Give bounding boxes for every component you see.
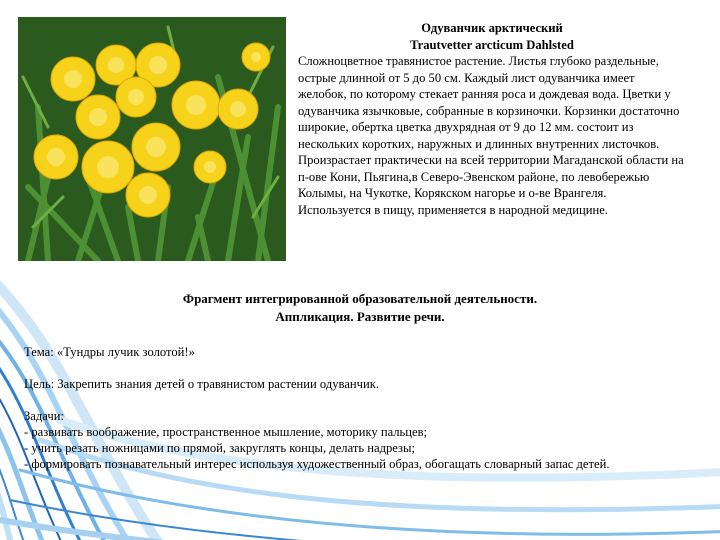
plant-title: Одуванчик арктический	[421, 21, 563, 35]
fragment-heading-line1: Фрагмент интегрированной образовательной деятельности.	[182, 291, 538, 306]
plant-latin-name: Trautvetter arcticum Dahlsted	[410, 37, 574, 52]
lesson-goal: Цель: Закрепить знания детей о травянистом растении одуванчик.	[24, 377, 380, 391]
list-item: - учить резать ножницами по прямой, закруглять концы, делать надрезы;	[24, 441, 415, 455]
description-paragraph: Сложноцветное травянистое растение. Листья глубоко раздельные, острые длинной от 5 до 50 см. Каждый лист одуванчика имеет желобок, по которому стекает ранняя роса и дождевая вода. Цветки у одуванчика язычковые, собранные в корзиночки. Корзинки достаточно широкие, обертка цветка двухрядная от 9 до 12 мм. состоит из нескольких коротких, наружных и длинных внутренних листочков.	[298, 54, 680, 151]
list-item: - развивать воображение, пространственное мышление, моторику пальцев;	[24, 425, 428, 439]
usage-paragraph: Используется в пищу, применяется в народной медицине.	[298, 202, 608, 217]
fragment-heading	[30, 290, 690, 326]
lesson-section	[24, 344, 704, 472]
dandelion-photo	[18, 17, 286, 261]
fragment-heading-line2: Аппликация. Развитие речи.	[275, 309, 445, 324]
plant-description	[298, 20, 686, 218]
lesson-theme: Тема: «Тундры лучик золотой!»	[24, 345, 195, 359]
tasks-heading: Задачи:	[24, 409, 64, 423]
tasks-list	[24, 424, 704, 472]
list-item: - формировать познавательный интерес используя художественный образ, обогащать словарный запас детей.	[24, 457, 610, 471]
habitat-paragraph: Произрастает практически на всей территории Магаданской области на п-ове Кони, Пьягина,в Северо-Эвенском районе, по левобережью Колымы, на Чукотке, Корякском нагорье и о-ве Врангеля.	[298, 153, 684, 200]
